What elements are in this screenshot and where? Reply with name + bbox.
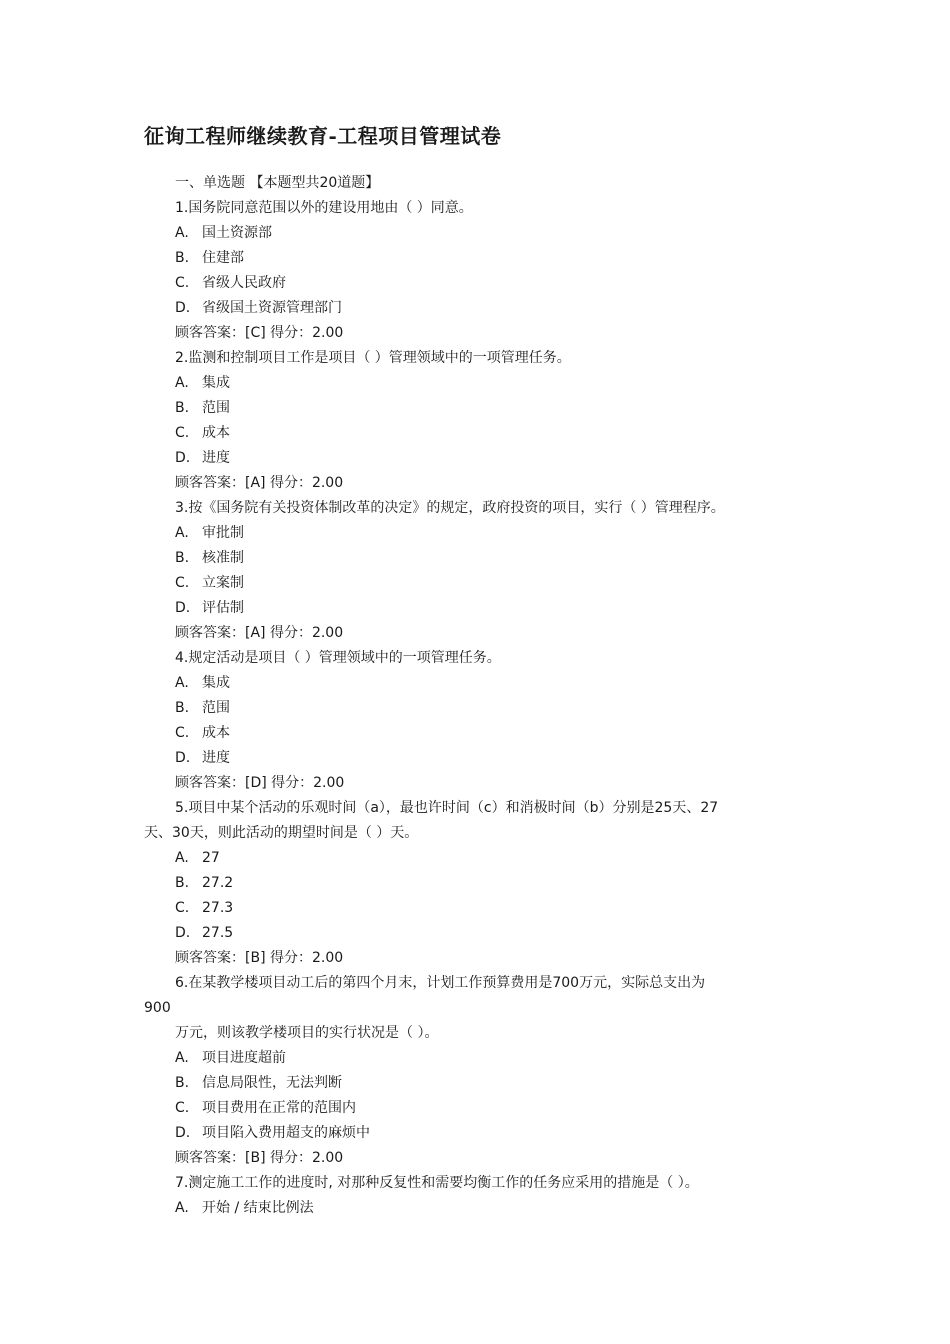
- option-text: 成本: [202, 725, 230, 741]
- answer-line: 顾客答案：[A] 得分：2.00: [175, 625, 344, 641]
- option: [144, 396, 804, 421]
- option: [144, 371, 804, 396]
- option-letter: C.: [175, 425, 190, 441]
- question-stem: 5.项目中某个活动的乐观时间（a），最也许时间（c）和消极时间（b）分别是25天、27: [175, 800, 719, 816]
- option: [144, 671, 804, 696]
- question-stem-continued: 天、30天，则此活动的期望时间是（ ）天。: [144, 825, 419, 841]
- option-letter: A.: [175, 225, 189, 241]
- option-text: 27.2: [202, 875, 234, 891]
- option: [144, 246, 804, 271]
- option-text: 国土资源部: [202, 225, 272, 241]
- option: [144, 221, 804, 246]
- question-stem-continued: 900: [144, 1000, 171, 1016]
- option-text: 进度: [202, 750, 230, 766]
- option: [144, 721, 804, 746]
- option-text: 核准制: [202, 550, 244, 566]
- question-stem: 7.测定施工工作的进度时, 对那种反复性和需要均衡工作的任务应采用的措施是（ ）。: [175, 1175, 699, 1191]
- question-stem: 2.监测和控制项目工作是项目（ ）管理领域中的一项管理任务。: [175, 350, 571, 366]
- option-text: 范围: [202, 400, 230, 416]
- option: [144, 546, 804, 571]
- option-letter: A.: [175, 675, 189, 691]
- question: [144, 346, 804, 496]
- question: [144, 646, 804, 796]
- option-letter: D.: [175, 300, 191, 316]
- option: [144, 296, 804, 321]
- option: [144, 1196, 804, 1221]
- option-text: 项目费用在正常的范围内: [202, 1100, 356, 1116]
- question: [144, 196, 804, 346]
- answer-line: 顾客答案：[B] 得分：2.00: [175, 1150, 344, 1166]
- option: [144, 446, 804, 471]
- option-letter: D.: [175, 750, 191, 766]
- option: [144, 746, 804, 771]
- option: [144, 1096, 804, 1121]
- answer-line: 顾客答案：[C] 得分：2.00: [175, 325, 344, 341]
- option-letter: D.: [175, 925, 191, 941]
- option-text: 开始 / 结束比例法: [202, 1200, 314, 1216]
- option: [144, 1121, 804, 1146]
- option-letter: C.: [175, 900, 190, 916]
- option-text: 住建部: [202, 250, 244, 266]
- option: [144, 521, 804, 546]
- option: [144, 1046, 804, 1071]
- option-letter: C.: [175, 1100, 190, 1116]
- question-stem: 4.规定活动是项目（ ）管理领域中的一项管理任务。: [175, 650, 501, 666]
- option-text: 省级人民政府: [202, 275, 286, 291]
- option: [144, 1071, 804, 1096]
- option-text: 集成: [202, 675, 230, 691]
- option-text: 项目进度超前: [202, 1050, 286, 1066]
- option-letter: D.: [175, 450, 191, 466]
- question: [144, 496, 804, 646]
- option-letter: C.: [175, 275, 190, 291]
- option-letter: B.: [175, 400, 190, 416]
- option: [144, 871, 804, 896]
- option: [144, 421, 804, 446]
- option-text: 评估制: [202, 600, 244, 616]
- option-letter: A.: [175, 375, 189, 391]
- option-text: 27.5: [202, 925, 234, 941]
- question: [144, 796, 804, 971]
- answer-line: 顾客答案：[A] 得分：2.00: [175, 475, 344, 491]
- question: [144, 1171, 804, 1221]
- question: [144, 971, 804, 1171]
- option-text: 集成: [202, 375, 230, 391]
- question-stem: 3.按《国务院有关投资体制改革的决定》的规定，政府投资的项目，实行（ ）管理程序。: [175, 500, 725, 516]
- section-header: 一、单选题 【本题型共20道题】: [175, 175, 380, 191]
- option-letter: B.: [175, 700, 190, 716]
- option-text: 立案制: [202, 575, 244, 591]
- option-letter: B.: [175, 250, 190, 266]
- option-letter: A.: [175, 525, 189, 541]
- option-text: 信息局限性，无法判断: [202, 1075, 342, 1091]
- option-text: 27.3: [202, 900, 234, 916]
- option-text: 省级国土资源管理部门: [202, 300, 342, 316]
- option: [144, 846, 804, 871]
- option: [144, 271, 804, 296]
- question-stem-continued: 万元，则该教学楼项目的实行状况是（ ）。: [175, 1025, 439, 1041]
- option: [144, 921, 804, 946]
- option: [144, 896, 804, 921]
- document-title: 征询工程师继续教育-工程项目管理试卷: [144, 124, 502, 148]
- option: [144, 571, 804, 596]
- option-text: 进度: [202, 450, 230, 466]
- option-letter: A.: [175, 1050, 189, 1066]
- question-stem: 1.国务院同意范围以外的建设用地由（ ）同意。: [175, 200, 473, 216]
- option-text: 审批制: [202, 525, 244, 541]
- option-text: 范围: [202, 700, 230, 716]
- question-stem: 6.在某教学楼项目动工后的第四个月末，计划工作预算费用是700万元，实际总支出为: [175, 975, 706, 991]
- option-letter: B.: [175, 875, 190, 891]
- option-text: 27: [202, 850, 220, 866]
- option-letter: B.: [175, 550, 190, 566]
- option-text: 成本: [202, 425, 230, 441]
- option-letter: C.: [175, 575, 190, 591]
- option-letter: D.: [175, 1125, 191, 1141]
- answer-line: 顾客答案：[B] 得分：2.00: [175, 950, 344, 966]
- document-body: [144, 171, 804, 1221]
- option-letter: B.: [175, 1075, 190, 1091]
- option-letter: D.: [175, 600, 191, 616]
- answer-line: 顾客答案：[D] 得分：2.00: [175, 775, 345, 791]
- option-text: 项目陷入费用超支的麻烦中: [202, 1125, 370, 1141]
- option: [144, 696, 804, 721]
- option: [144, 596, 804, 621]
- option-letter: A.: [175, 850, 189, 866]
- option-letter: C.: [175, 725, 190, 741]
- option-letter: A.: [175, 1200, 189, 1216]
